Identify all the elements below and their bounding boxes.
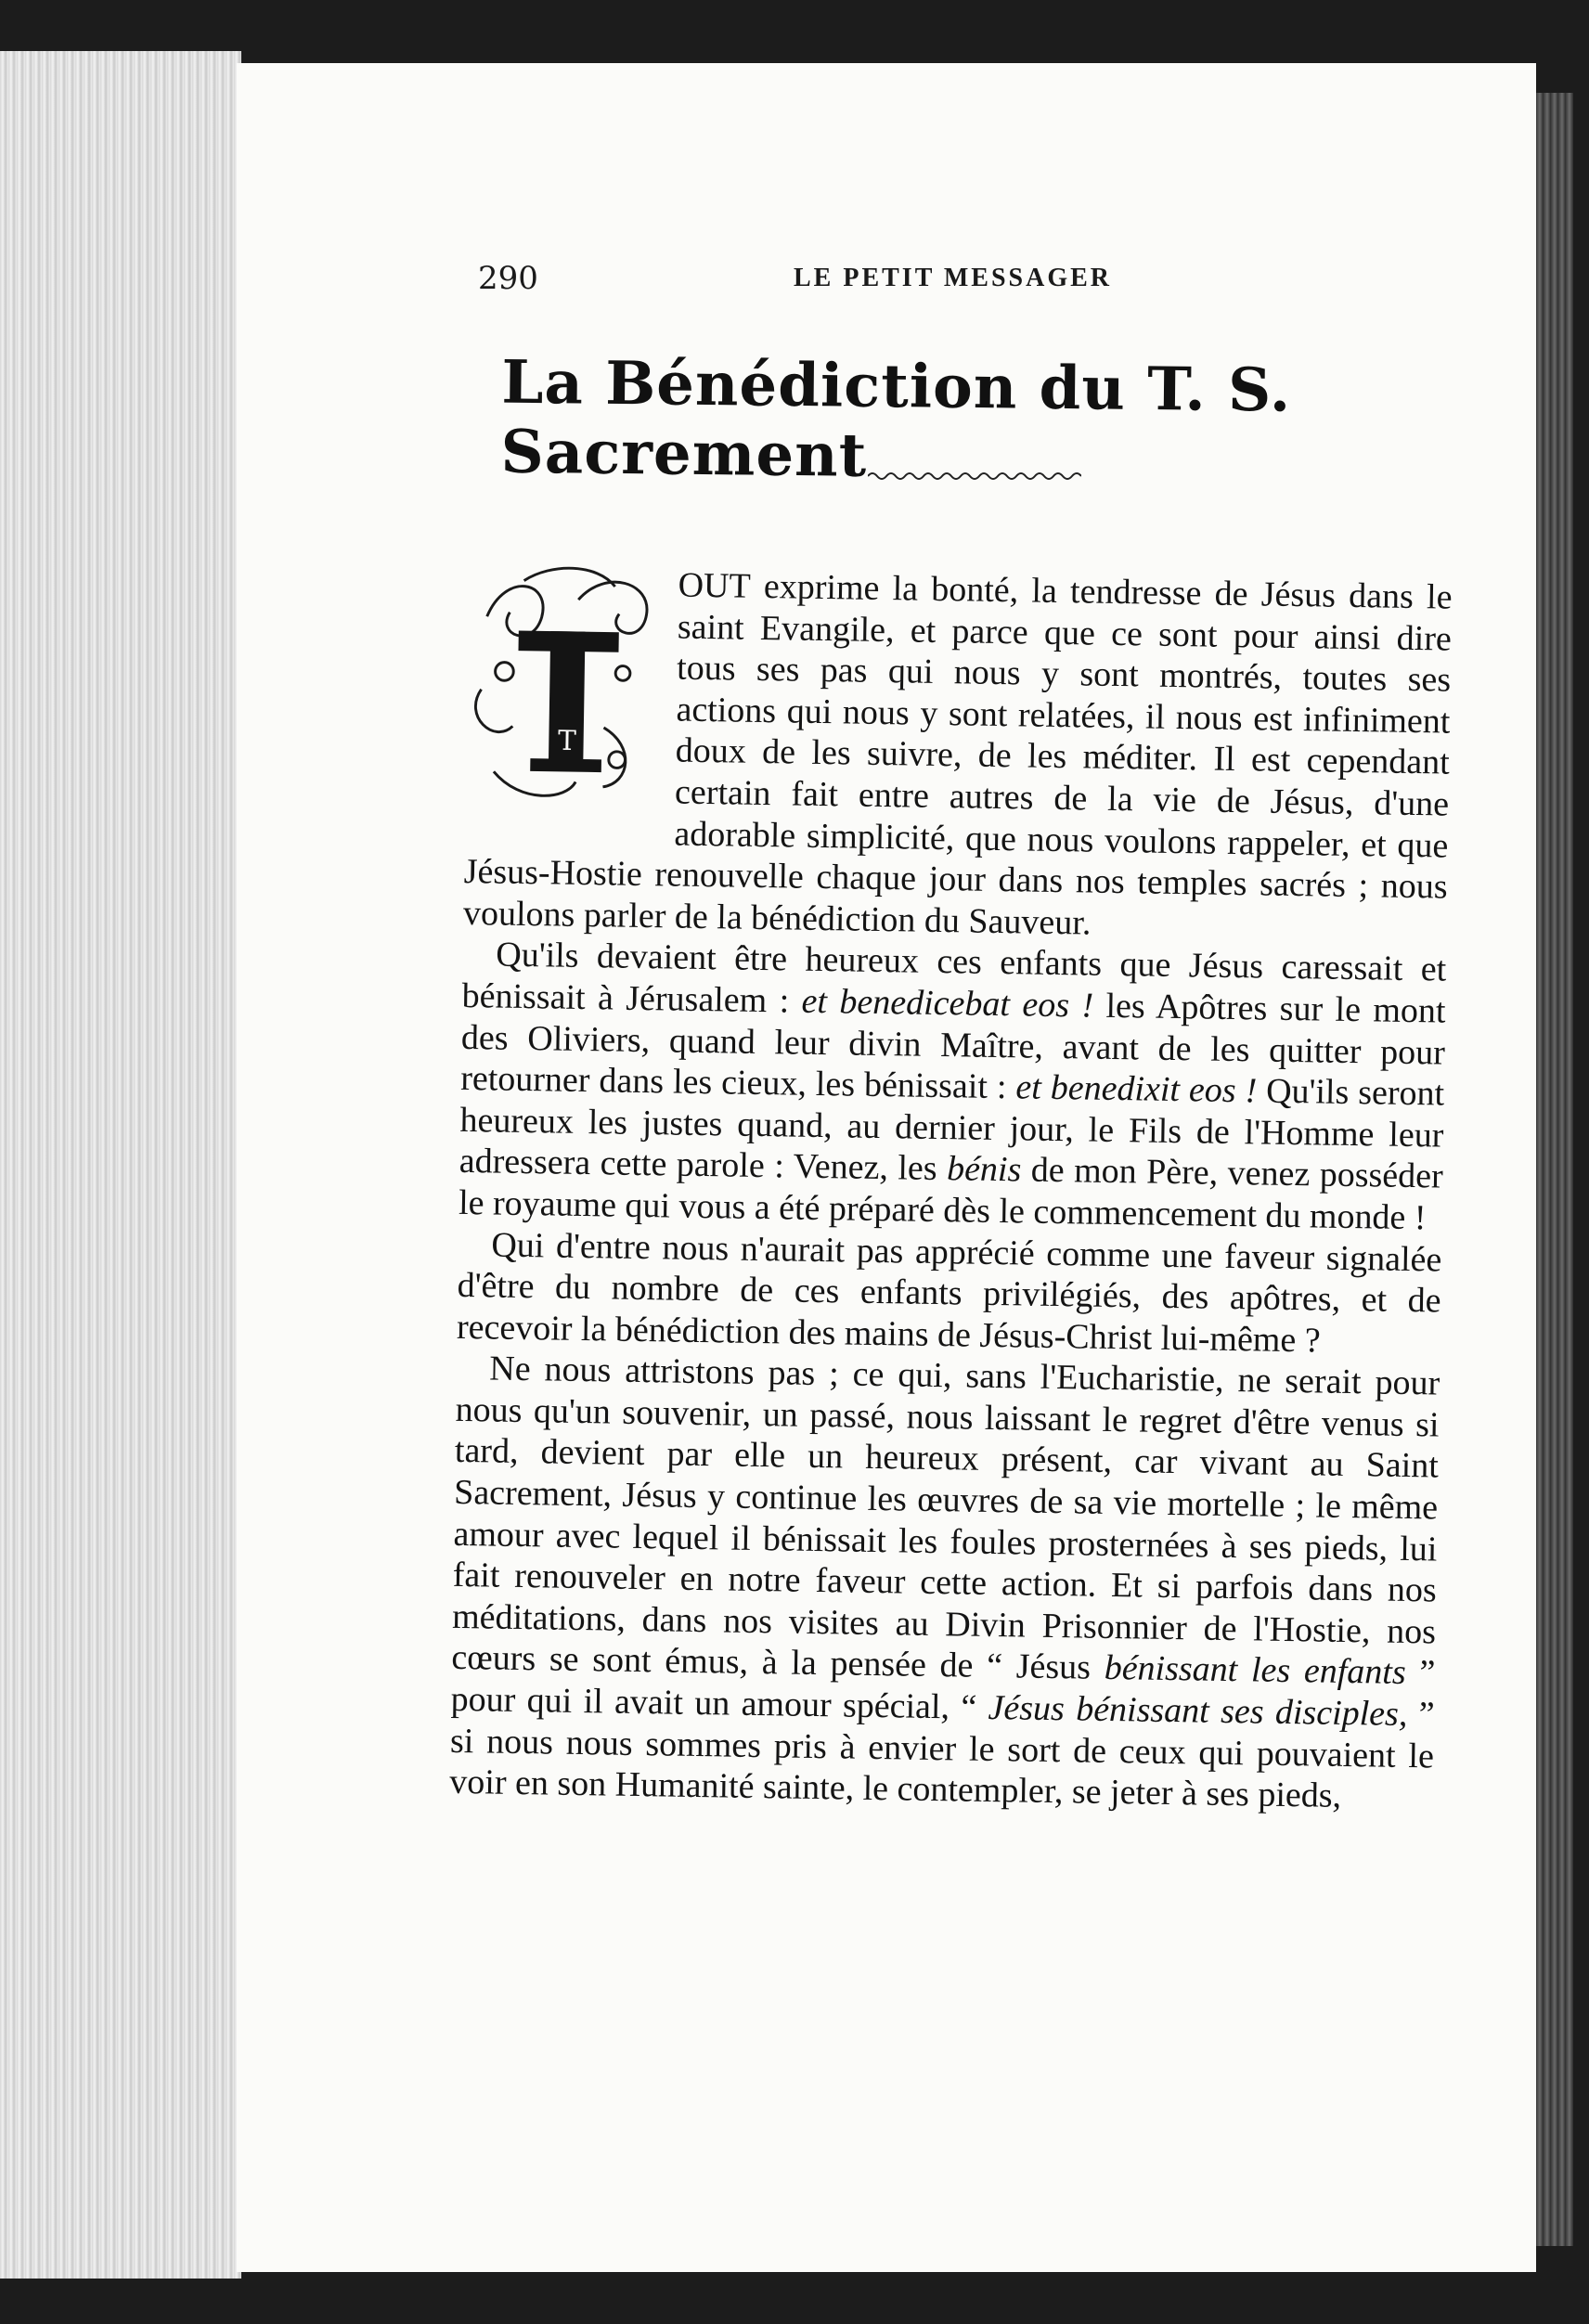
paragraph-2 [459,934,1447,1239]
paragraph-1 [463,562,1453,949]
text-run: Ne nous attristons pas ; ce qui, sans l'Eucharistie, ne serait pour nous qu'un souvenir, un passé, nous laissant le regret d'être venus si tard, devient par elle un heureux présent, car vivant au Saint Sacrement, Jésus y continue les œuvres de sa vie mortelle ; le même amour avec lequel il bénissait les foules prosternées à ses pieds, lui fait renouveler en notre faveur cette action. Et si parfois dans nos méditations, dans nos visites au Divin Prisonnier de l'Hostie, nos cœurs se sont émus, à la pensée de “ Jésus [451,1349,1440,1688]
text-run: Qui d'entre nous n'aurait pas apprécié comme une faveur signalée d'être du nombre de ces enfants privilégiés, des apôtres, et de recevoir la bénédiction des mains de Jésus-Christ lui-même ? [456,1224,1442,1361]
paragraph-1-text: exprime la bonté, la tendresse de Jésus dans le saint Evangile, et parce que ce sont pour ainsi dire tous ses pas qui nous y sont montrés, toutes ses actions qui nous y sont relatées, il nous est infiniment doux de les suivre, de les méditer. Il est cependant certain fait entre autres de la vie de Jésus, d'une adorable simplicité, que nous voulons rappeler, et que Jésus-Hostie renouvelle chaque jour dans nos temples sacrés ; nous voulons parler de la bénédiction du Sauveur. [462,566,1453,943]
text-run: les Apôtres sur le mont des Oliviers, quand leur divin Maître, avant de les quitter pour retourner dans les cieux, les bénissait : [459,986,1446,1107]
text-run: de mon Père, venez posséder le royaume qui vous a été préparé dès le commencement du monde ! [458,1150,1444,1238]
running-head [478,260,1448,306]
italic-phrase: bénissant les enfants [1104,1648,1407,1693]
lead-word: OUT [678,565,752,606]
running-title: LE PETIT MESSAGER [794,264,1113,292]
text-run: Qu'ils devaient être heureux ces enfants que Jésus caressait et bénissait à Jérusalem : [461,935,1447,1021]
ornament-rule [868,469,1081,484]
book-right-edge [1536,93,1573,2246]
italic-phrase: et benedicebat eos ! [801,981,1094,1026]
text-run: Qu'ils seront heureux les justes quand, au dernier jour, le Fils de l'Homme leur adressera cette parole : Venez, les [459,1071,1445,1189]
decorated-drop-cap [465,562,671,815]
page-number: 290 [478,260,538,297]
paragraph-3 [457,1223,1442,1362]
text-run: ” pour qui il avait un amour spécial, “ [450,1653,1436,1727]
article-body [449,562,1453,1818]
italic-phrase: Jésus bénissant ses disciples, [988,1687,1408,1735]
paragraph-4 [449,1348,1440,1818]
drop-cap-letter: T [557,724,577,757]
text-run: ” si nous nous sommes pris à envier le sort de ceux qui pouvaient le voir en son Humanité sainte, le contempler, se jeter à ses pieds, [449,1695,1435,1816]
italic-phrase: bénis [946,1149,1022,1190]
article-title: La Bénédiction du T. S. Sacrement [500,347,1292,491]
italic-phrase: et benedixit eos ! [1015,1067,1258,1111]
book-page-edges [0,51,241,2279]
